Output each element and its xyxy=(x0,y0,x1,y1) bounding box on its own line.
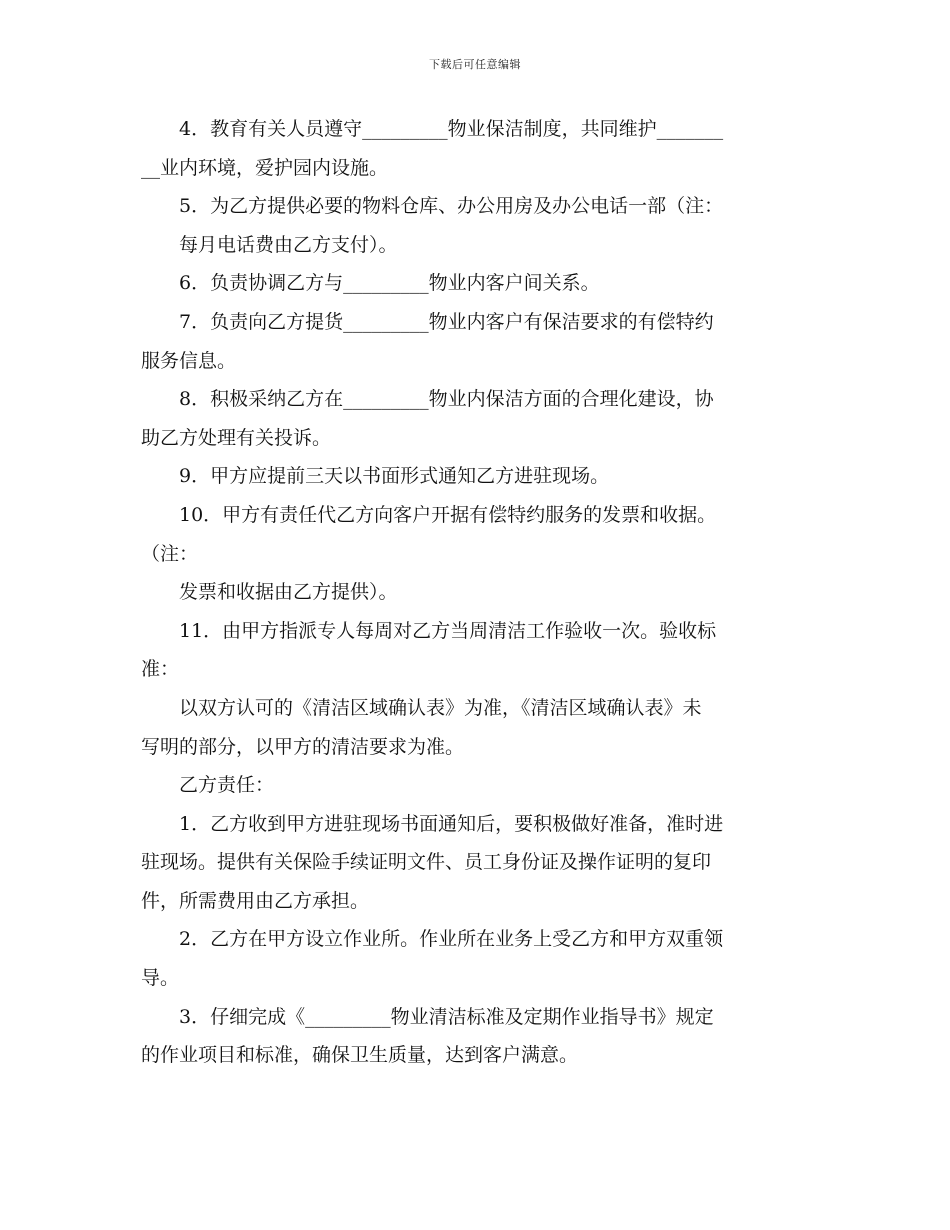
text-line: 9．甲方应提前三天以书面形式通知乙方进驻现场。 xyxy=(141,465,610,488)
text-line: 服务信息。 xyxy=(141,349,237,372)
text-line: __业内环境，爱护园内设施。 xyxy=(141,156,389,179)
text-line: 发票和收据由乙方提供）。 xyxy=(141,581,398,604)
text-line: 导。 xyxy=(141,967,180,990)
document-body xyxy=(141,110,807,1075)
text-line: 1．乙方收到甲方进驻现场书面通知后，要积极做好准备，准时进 xyxy=(141,812,724,835)
text-line: 8．积极采纳乙方在_________物业内保洁方面的合理化建设，协 xyxy=(141,388,714,411)
text-line: 5．为乙方提供必要的物料仓库、办公用房及办公电话一部（注： xyxy=(141,195,724,218)
text-line: 乙方责任： xyxy=(141,774,275,797)
text-line: 助乙方处理有关投诉。 xyxy=(141,426,332,449)
text-line: 3．仔细完成《_________物业清洁标准及定期作业指导书》规定 xyxy=(141,1005,714,1028)
text-line: 10．甲方有责任代乙方向客户开据有偿特约服务的发票和收据。 xyxy=(141,503,717,526)
text-line: 2．乙方在甲方设立作业所。作业所在业务上受乙方和甲方双重领 xyxy=(141,928,724,951)
text-line: 以双方认可的《清洁区域确认表》为准，《清洁区域确认表》未 xyxy=(141,696,702,719)
text-line: 每月电话费由乙方支付）。 xyxy=(141,233,398,256)
page-header: 下载后可任意编辑 xyxy=(429,58,521,71)
text-line: 驻现场。提供有关保险手续证明文件、员工身份证及操作证明的复印 xyxy=(141,851,712,874)
text-line: 6．负责协调乙方与_________物业内客户间关系。 xyxy=(141,272,600,295)
text-line: 11．由甲方指派专人每周对乙方当周清洁工作验收一次。验收标 xyxy=(141,619,717,642)
text-line: 准： xyxy=(141,658,180,681)
text-line: 的作业项目和标准，确保卫生质量，达到客户满意。 xyxy=(141,1044,579,1067)
text-line: 写明的部分，以甲方的清洁要求为准。 xyxy=(141,735,465,758)
text-line: 4．教育有关人员遵守_________物业保洁制度，共同维护_______ xyxy=(141,118,724,140)
text-line: （注： xyxy=(141,542,199,565)
text-line: 7．负责向乙方提货_________物业内客户有保洁要求的有偿特约 xyxy=(141,310,714,333)
text-line: 件，所需费用由乙方承担。 xyxy=(141,889,370,912)
